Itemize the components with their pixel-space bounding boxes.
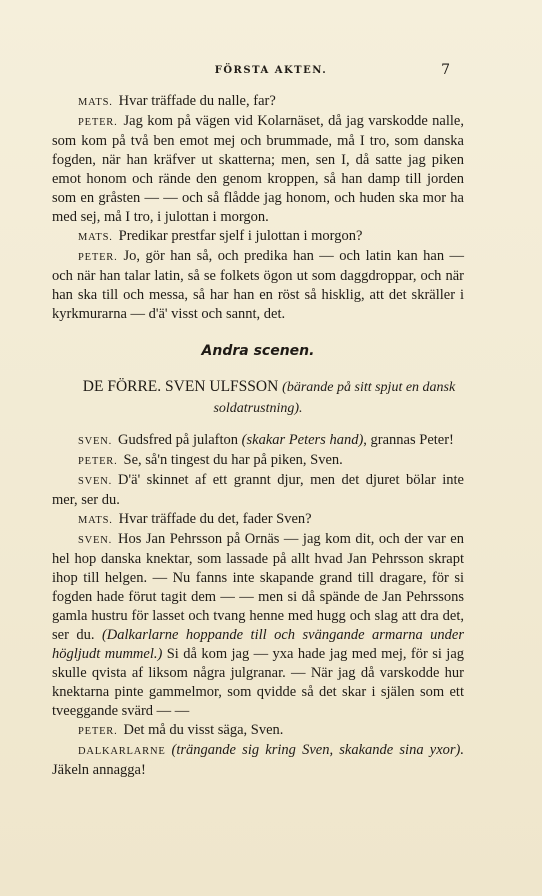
cast-stage-direction: (bärande på sitt spjut en dansk soldatrustning). [213, 380, 456, 416]
dialogue-text: Se, så'n tingest du har på piken, Sven. [123, 452, 343, 468]
scene-two-dialogue [52, 431, 464, 780]
dialogue-text: Jag kom på vägen vid Kolarnäset, då jag varskodde nalle, som kom på två ben emot mej och brummade, må I tro, som danska fogden, när han kräfver ut skatterna; men, sen I, då satte jag piken emot honom och rände den genom kroppen, så han damp till jorden som en gråsten — — och så flådde jag honom, och huden ska mor ha med sej, må I tro, i julottan i morgon. [52, 113, 464, 225]
running-head: FÖRSTA AKTEN. [214, 65, 328, 76]
dialogue-line [52, 510, 464, 530]
dialogue-text: Hvar träffade du nalle, far? [118, 93, 276, 109]
page-body [52, 92, 464, 780]
speaker-name: PETER. [78, 726, 118, 737]
dialogue-line [52, 451, 464, 471]
speaker-name: SVEN. [78, 436, 113, 447]
dialogue-line [52, 92, 464, 112]
page-number: 7 [441, 62, 450, 78]
stage-direction: (trängande sig kring Sven, skakande sina yxor). [171, 742, 464, 758]
scene-title: Andra scenen. [201, 343, 315, 359]
stage-direction: (skakar Peters hand) [241, 432, 364, 448]
dialogue-text: Det må du visst säga, Sven. [123, 722, 284, 738]
speaker-name: MATS. [78, 232, 113, 243]
dialogue-text: Si då kom jag — yxa hade jag med mej, för si jag skulle qvista af liksom några julgranar. — När jag då varskodde hur knektarna pinte gammelmor, som qvidde så det skar i själen som ett tveeggande svärd — — [52, 646, 464, 719]
speaker-name: SVEN. [78, 476, 113, 487]
dialogue-line [52, 227, 464, 247]
page-header [0, 62, 542, 82]
dialogue-text: Hos Jan Pehrsson på Ornäs — jag kom dit, och der var en hel hop danska knektar, som lassade på allt hvad Jan Pehrsson skrapt ihop till helgen. — Nu fanns inte skapande grand till dragare, för si fogden hade förut tagit dem — — men si då spände de Jan Pehrssons gamla hustru för lasset och tvang henne med hugg och slag att dra det, ser du. [52, 531, 464, 643]
dialogue-line [52, 247, 464, 324]
dialogue-line [52, 530, 464, 721]
speaker-name: SVEN. [78, 535, 113, 546]
cast-names: DE FÖRRE. SVEN ULFSSON [82, 378, 279, 395]
dialogue-text: Jäkeln annagga! [52, 762, 146, 778]
speaker-name: PETER. [78, 456, 118, 467]
dialogue-text: , grannas Peter! [363, 432, 454, 448]
dialogue-text: D'ä' skinnet af ett grannt djur, men det djuret bölar inte mer, ser du. [52, 472, 464, 508]
dialogue-text: Jo, gör han så, och predika han — och latin kan han — och när han talar latin, så se folkets ögon ut som daggdroppar, och när han ska till och messa, så har han en röst så hisklig, att det skräller i kyrkmurarna — d'ä' visst och sannt, det. [52, 248, 464, 322]
dialogue-line [52, 741, 464, 780]
dialogue-line [52, 431, 464, 451]
speaker-name: DALKARLARNE [78, 746, 166, 757]
dialogue-text: Gudsfred på julafton [118, 432, 242, 448]
dialogue-line [52, 721, 464, 741]
speaker-name: PETER. [78, 252, 118, 263]
scene-one-dialogue [52, 92, 464, 324]
dialogue-text: Hvar träffade du det, fader Sven? [118, 511, 312, 527]
dialogue-line [52, 112, 464, 227]
dialogue-text: Predikar prestfar sjelf i julottan i morgon? [118, 228, 363, 244]
speaker-name: PETER. [78, 117, 118, 128]
dialogue-line [52, 471, 464, 510]
scene-cast [52, 377, 464, 419]
stage-direction: (Dalkarlarne hoppande till och svängande armarna under högljudt mummel.) [52, 627, 464, 662]
speaker-name: MATS. [78, 97, 113, 108]
speaker-name: MATS. [78, 515, 113, 526]
